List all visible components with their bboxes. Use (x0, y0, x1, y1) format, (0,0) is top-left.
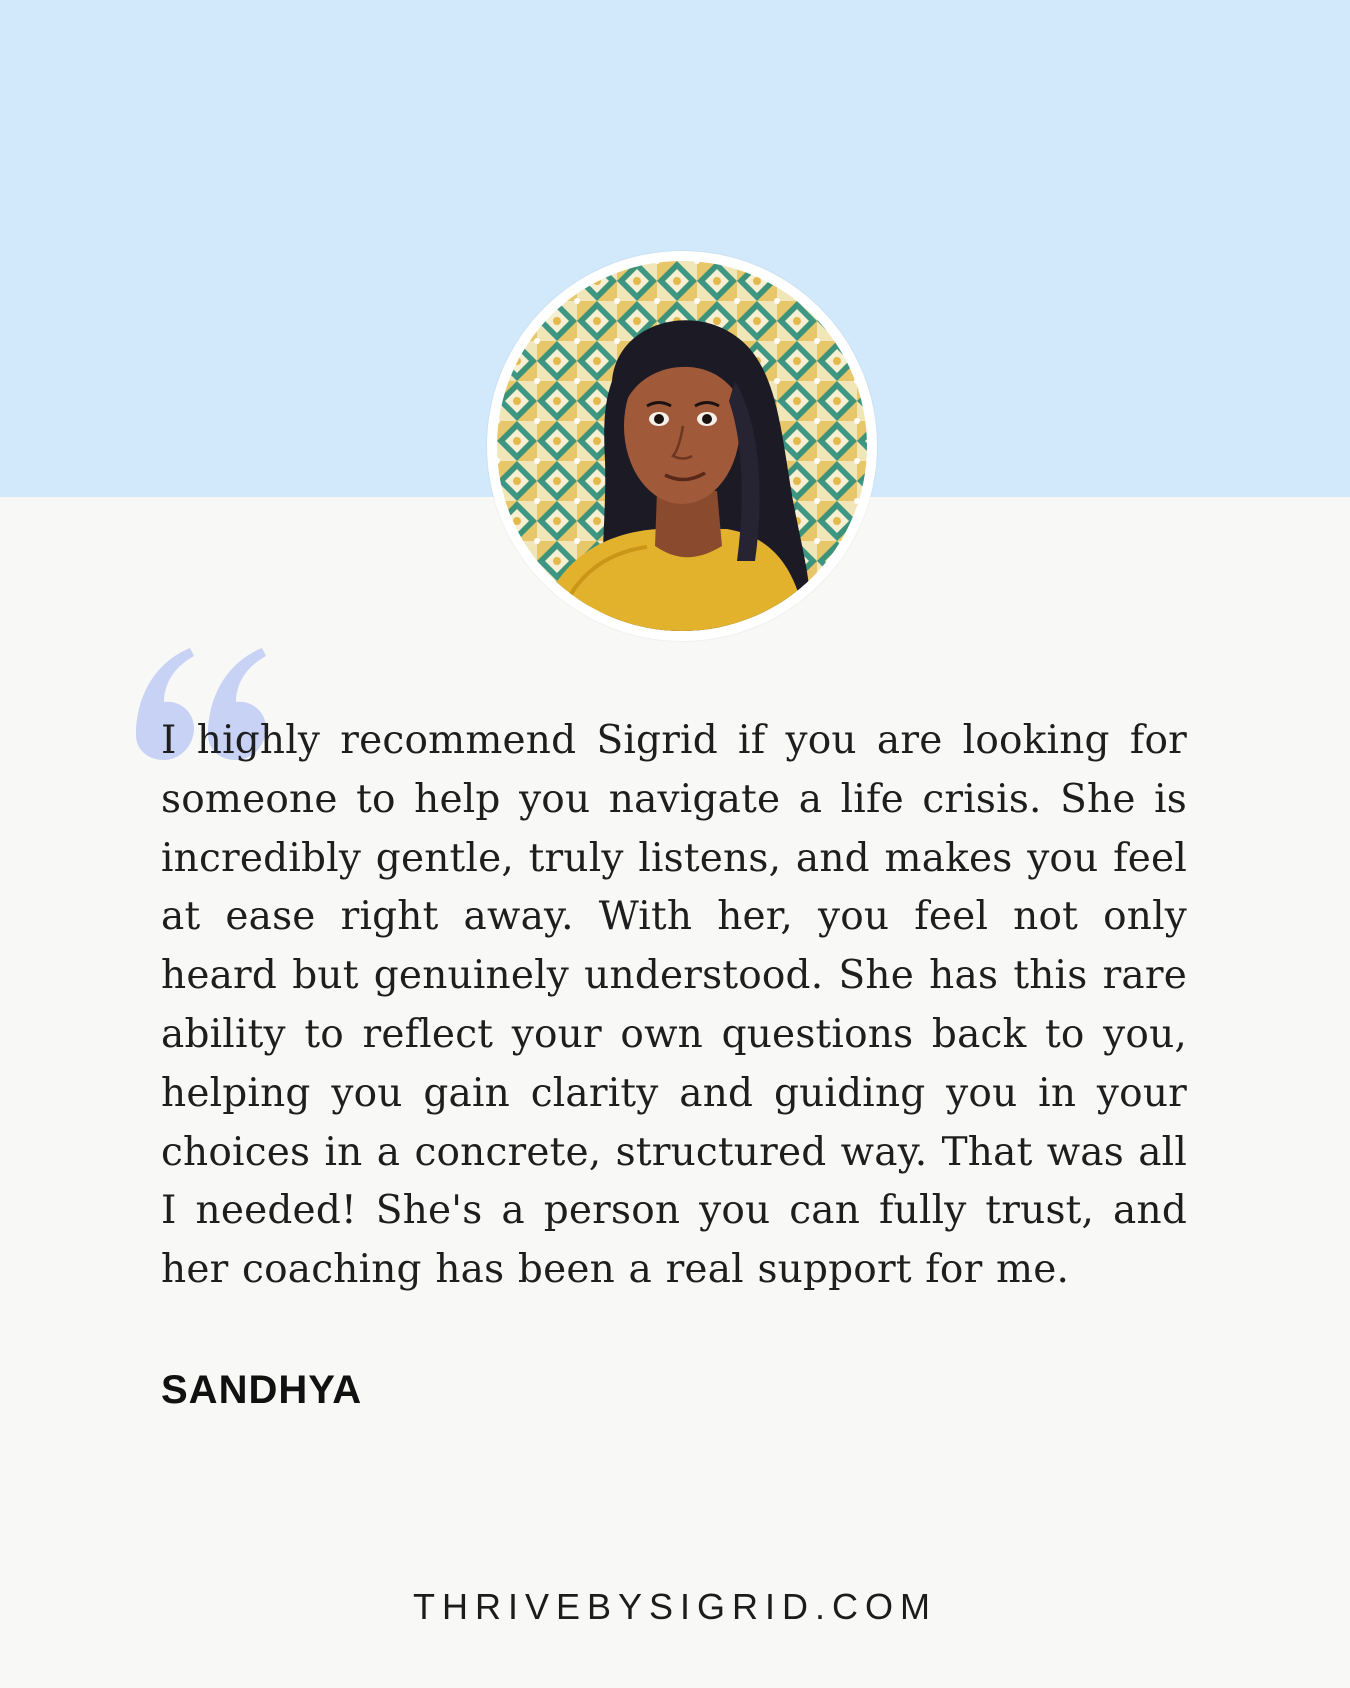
testimonial-author: SANDHYA (161, 1368, 363, 1412)
website-url: THRIVEBYSIGRID.COM (412, 1586, 938, 1627)
avatar (497, 261, 867, 631)
testimonial-quote: I highly recommend Sigrid if you are looking for someone to help you navigate a life crisis. She is incredibly gentle, truly listens, and makes you feel at ease right away. With her, you feel not only heard but genuinely understood. She has this rare ability to reflect your own questions back to you, helping you gain clarity and guiding you in your choices in a concrete, structured way. That was all I needed! She's a person you can fully trust, and her coaching has been a real support for me. (161, 718, 1187, 1293)
